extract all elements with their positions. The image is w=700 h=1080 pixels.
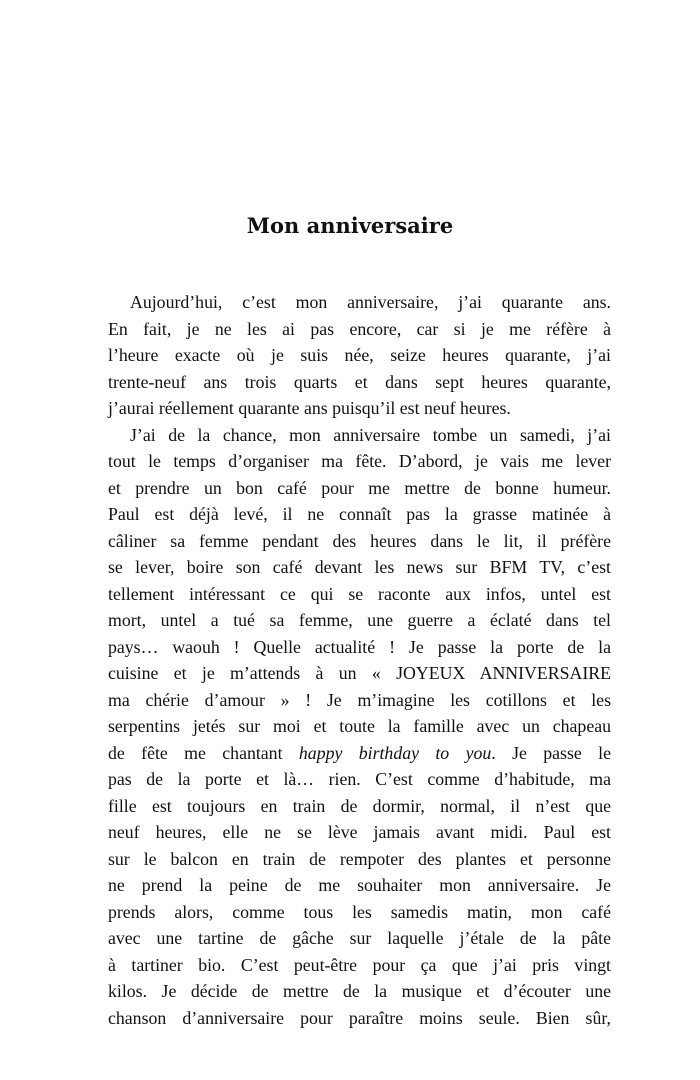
text-segment: de fête me chantant [108, 742, 283, 763]
text-line: Paul est déjà levé, il ne connaît pas la grasse matinée à [108, 504, 611, 524]
text-line: mort, untel a tué sa femme, une guerre a éclaté dans tel [108, 610, 611, 630]
text-line [108, 740, 611, 767]
text-line: pays… waouh ! Quelle actualité ! Je passe la porte de la [108, 636, 611, 657]
text-line: sur le balcon en train de rempoter des plantes et personne [108, 848, 611, 869]
body-text [108, 289, 611, 1031]
text-line: chanson d’anniversaire pour paraître moins seule. Bien sûr, [108, 1007, 611, 1028]
text-line: neuf heures, elle ne se lève jamais avant midi. Paul est [108, 822, 611, 842]
song-title-italic: happy birthday to you [298, 742, 492, 763]
text-line: et prendre un bon café pour me mettre de bonne humeur. [108, 477, 611, 498]
text-line: câliner sa femme pendant des heures dans le lit, il préfère [108, 530, 611, 551]
text-line: cuisine et je m’attends à un « JOYEUX ANNIVERSAIRE [108, 663, 611, 683]
text-line: kilos. Je décide de mettre de la musique et d’écouter une [108, 981, 611, 1001]
text-line: Aujourd’hui, c’est mon anniversaire, j’ai quarante ans. [130, 292, 611, 312]
text-line: à tartiner bio. C’est peut-être pour ça que j’ai pris vingt [108, 954, 611, 975]
text-line: trente-neuf ans trois quarts et dans sept heures quarante, [108, 371, 611, 392]
text-segment: . Je passe le [491, 742, 611, 763]
text-line: fille est toujours en train de dormir, normal, il n’est que [108, 795, 611, 816]
text-line: l’heure exacte où je suis née, seize heures quarante, j’ai [108, 345, 611, 365]
text-line: tellement intéressant ce qui se raconte aux infos, untel est [108, 583, 611, 604]
text-line: ne prend la peine de me souhaiter mon anniversaire. Je [108, 875, 611, 895]
text-line: prends alors, comme tous les samedis matin, mon café [108, 901, 611, 922]
text-line: j’aurai réellement quarante ans puisqu’il est neuf heures. [108, 398, 511, 418]
chapter-title: Mon anniversaire [246, 213, 454, 238]
text-line: se lever, boire son café devant les news sur BFM TV, c’est [108, 557, 611, 577]
text-line: pas de la porte et là… rien. C’est comme d’habitude, ma [108, 769, 611, 789]
text-line: tout le temps d’organiser ma fête. D’abord, je vais me lever [108, 451, 611, 471]
text-line: avec une tartine de gâche sur laquelle j’étale de la pâte [108, 928, 611, 948]
text-line: J’ai de la chance, mon anniversaire tombe un samedi, j’ai [130, 424, 611, 445]
text-line: En fait, je ne les ai pas encore, car si je me réfère à [108, 318, 611, 339]
text-line: serpentins jetés sur moi et toute la famille avec un chapeau [108, 716, 611, 736]
text-line: ma chérie d’amour » ! Je m’imagine les cotillons et les [108, 689, 611, 710]
